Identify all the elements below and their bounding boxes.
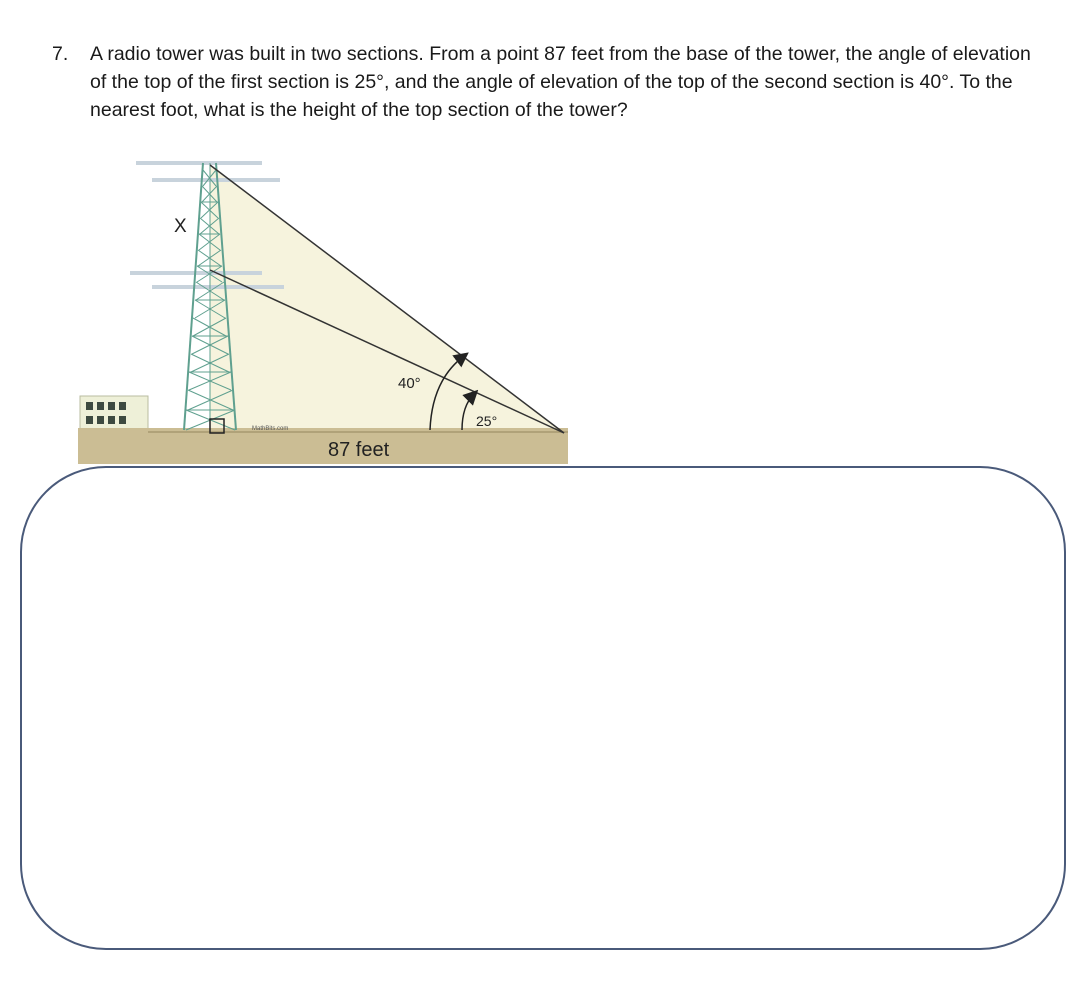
distance-label: 87 feet [328, 439, 390, 461]
question-text: A radio tower was built in two sections. From a point 87 feet from the base of the tower, the angle of elevation of the top of the first section is 25°, and the angle of elevation of the top of the second section is 40°. To the nearest foot, what is the height of the top section of the tower? [90, 43, 1031, 121]
unknown-height-label: X [174, 216, 187, 237]
watermark: MathBits.com [252, 426, 289, 432]
question-number: 7. [52, 43, 69, 65]
tower-diagram [0, 0, 1092, 470]
answer-box[interactable] [20, 466, 1066, 950]
angle-40-label: 40° [398, 375, 421, 392]
angle-25-label: 25° [476, 413, 498, 429]
ground [78, 428, 568, 464]
